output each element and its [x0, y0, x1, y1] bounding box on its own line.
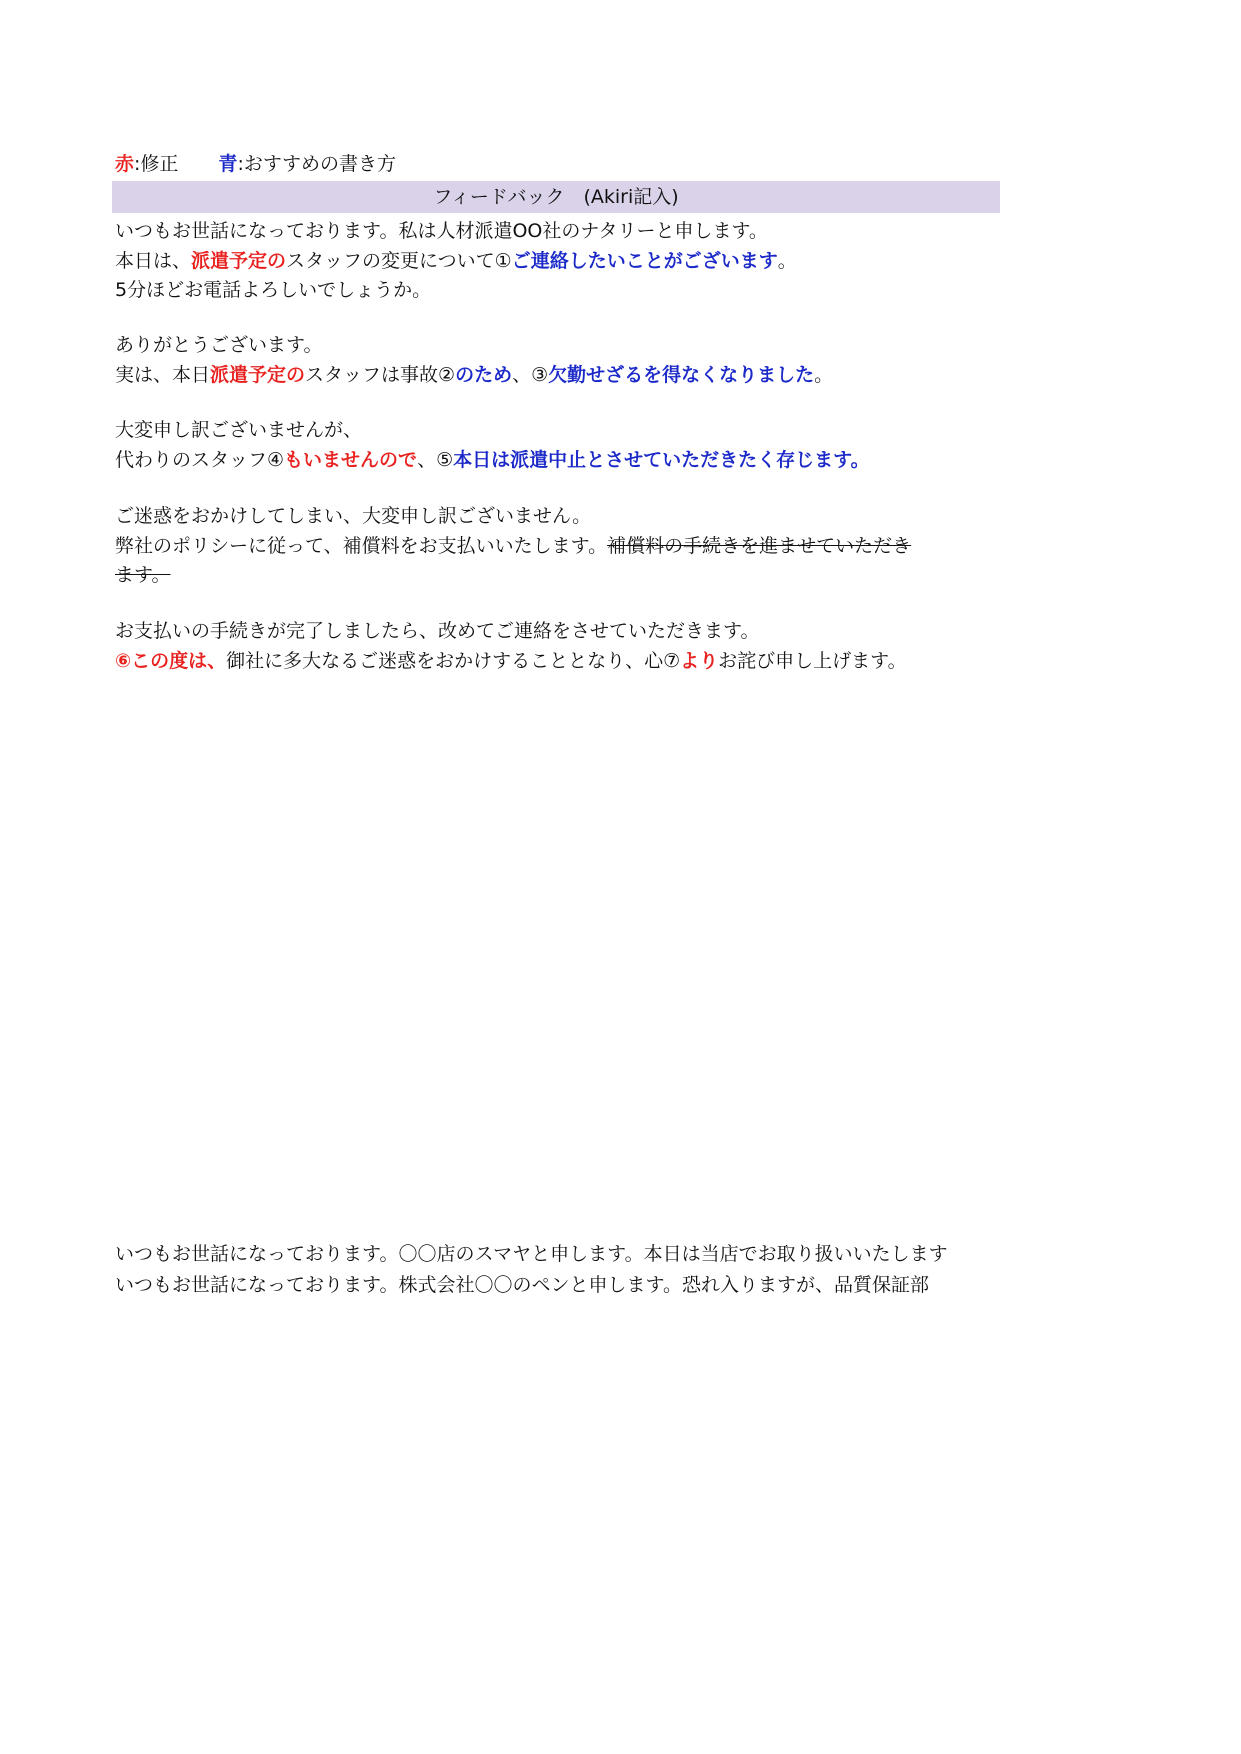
legend-red-key: 赤	[115, 153, 135, 175]
feedback-paragraph-3	[115, 416, 1005, 475]
text-span: 代わりのスタッフ④	[115, 448, 285, 471]
suggestion-text: のため	[455, 363, 513, 386]
legend-blue-key: 青	[218, 153, 238, 175]
feedback-header: フィードバック (Akiri記入)	[112, 181, 1000, 213]
text-span: 本日は、	[115, 249, 192, 272]
feedback-paragraph-4	[115, 502, 1005, 591]
text-line	[115, 647, 1005, 677]
feedback-paragraph-1	[115, 217, 1005, 306]
text-line	[115, 532, 1005, 562]
text-line: ありがとうございます。	[115, 334, 323, 356]
correction-text: 派遣予定の	[191, 249, 287, 272]
text-span: スタッフは事故②	[305, 363, 456, 386]
text-span: 、⑤	[417, 448, 454, 471]
sheet-row-1: いつもお世話になっております。〇〇店のスマヤと申します。本日は当店でお取り扱いいたします	[115, 1243, 948, 1265]
text-span: スタッフの変更について①	[286, 249, 512, 272]
correction-text: もいませんので	[284, 448, 418, 471]
suggestion-text: 本日は派遣中止とさせていただきたく存じます。	[453, 448, 870, 471]
text-span: 。	[777, 249, 797, 272]
text-line: お支払いの手続きが完了しましたら、改めてご連絡をさせていただきます。	[115, 620, 760, 642]
text-line	[115, 361, 1005, 391]
deleted-text: ます。	[115, 564, 171, 586]
sheet-row-2: いつもお世話になっております。株式会社〇〇のペンと申します。恐れ入りますが、品質保証部	[115, 1274, 929, 1296]
correction-text: 派遣予定の	[210, 363, 306, 386]
text-line: ご迷惑をおかけしてしまい、大変申し訳ございません。	[115, 505, 592, 527]
text-span: 御社に多大なるご迷惑をおかけすることとなり、心⑦	[226, 649, 681, 672]
text-span: 。	[814, 363, 834, 386]
feedback-paragraph-2	[115, 331, 1005, 390]
text-span: 実は、本日	[115, 363, 211, 386]
legend-red-desc: :修正	[134, 153, 179, 175]
text-line: 大変申し訳ございませんが、	[115, 419, 363, 441]
correction-text: より	[680, 649, 719, 672]
text-line: 5分ほどお電話よろしいでしょうか。	[115, 279, 432, 301]
text-span: 弊社のポリシーに従って、補償料をお支払いいたします。	[115, 534, 608, 557]
text-span: お詫び申し上げます。	[718, 649, 907, 672]
text-line	[115, 247, 1005, 277]
suggestion-text: ご連絡したいことがございます	[511, 249, 778, 272]
correction-text: ⑥この度は、	[115, 649, 227, 672]
legend	[115, 149, 396, 179]
text-span: 、③	[512, 363, 549, 386]
legend-blue-desc: :おすすめの書き方	[237, 153, 397, 175]
deleted-text: 補償料の手続きを進ませていただき	[607, 534, 912, 557]
suggestion-text: 欠勤せざるを得なくなりました	[548, 363, 815, 386]
text-line: いつもお世話になっております。私は人材派遣OO社のナタリーと申します。	[115, 220, 768, 242]
text-line	[115, 446, 1005, 476]
feedback-paragraph-5	[115, 617, 1005, 676]
